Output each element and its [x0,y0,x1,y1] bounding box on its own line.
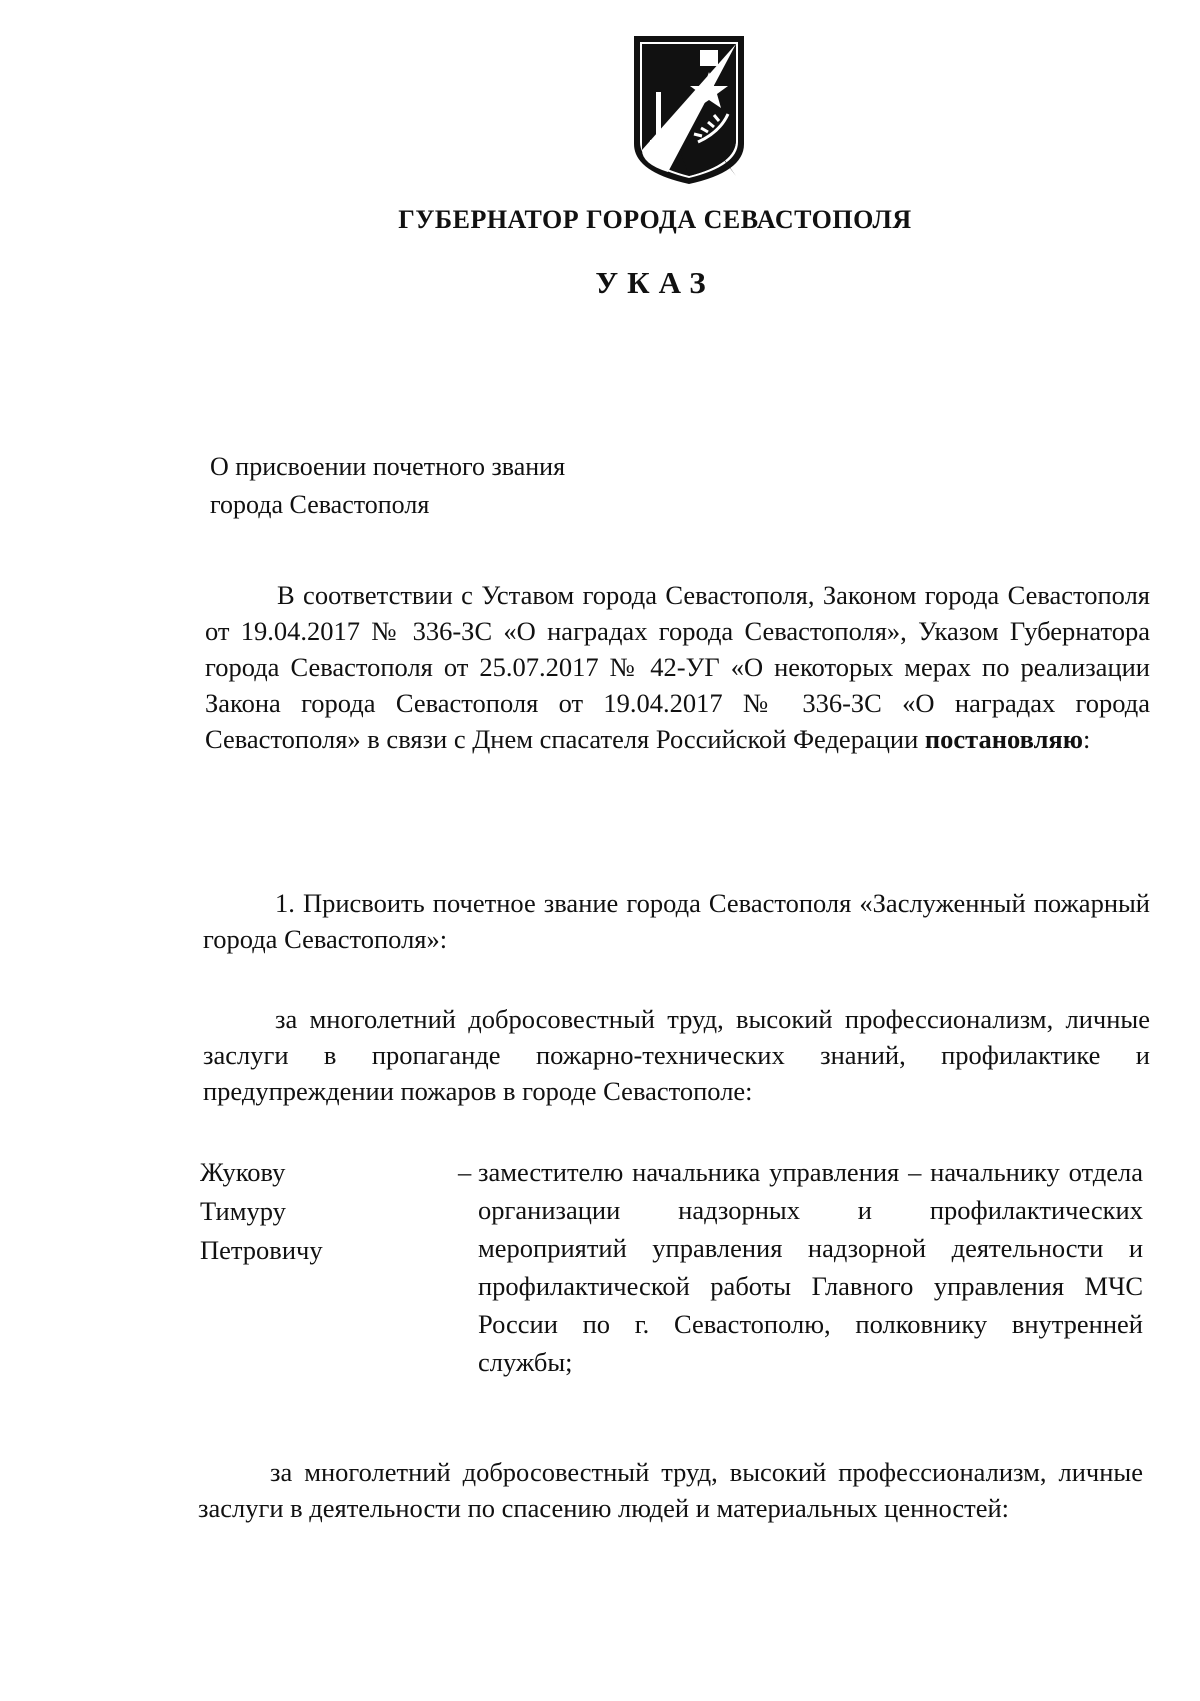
legal-basis-paragraph [205,577,1150,757]
subject-line-1: О присвоении почетного звания [210,452,566,481]
item-1-paragraph: 1. Присвоить почетное звание города Севастополя «Заслуженный пожарный города Севастополя»: [203,888,1150,954]
awardee-position: заместителю начальника управления – начальнику отдела организации надзорных и профилактических мероприятий управления надзорной деятельности и профилактической работы Главного управления МЧС России по г. Севастополю, полковнику внутренней службы; [478,1157,1143,1377]
decree-word: постановляю [924,724,1084,754]
decree-subject [210,448,565,524]
awardee-dash: – [458,1157,472,1187]
legal-basis-text: В соответствии с Уставом города Севастополя, Законом города Севастополя от 19.04.2017 № 336-ЗС «О наградах города Севастополя», Указом Губернатора города Севастополя от 25.07.2017 № 42-УГ «О некоторых мерах по реализации Закона города Севастополя от 19.04.2017 № 336-ЗС «О наградах города Севастополя» в связи с Днем спасателя Российской Федерации [205,580,1150,754]
document-type-title: УКАЗ [595,265,715,300]
sevastopol-coat-of-arms-icon [628,32,750,186]
awardee-first-name: Тимуру [200,1196,286,1226]
subject-line-2: города Севастополя [210,490,430,519]
award-reason-1: за многолетний добросовестный труд, высокий профессионализм, личные заслуги в пропаганде пожарно-технических знаний, профилактике и предупреждении пожаров в городе Севастополе: [203,1004,1150,1106]
decree-colon: : [1083,724,1091,754]
issuing-authority: ГУБЕРНАТОР ГОРОДА СЕВАСТОПОЛЯ [398,205,912,234]
awardee-surname: Жукову [200,1157,286,1187]
awardee-patronymic: Петровичу [200,1235,323,1265]
awardee-full-name [200,1153,323,1270]
award-reason-2: за многолетний добросовестный труд, высокий профессионализм, личные заслуги в деятельности по спасению людей и материальных ценностей: [198,1457,1143,1523]
